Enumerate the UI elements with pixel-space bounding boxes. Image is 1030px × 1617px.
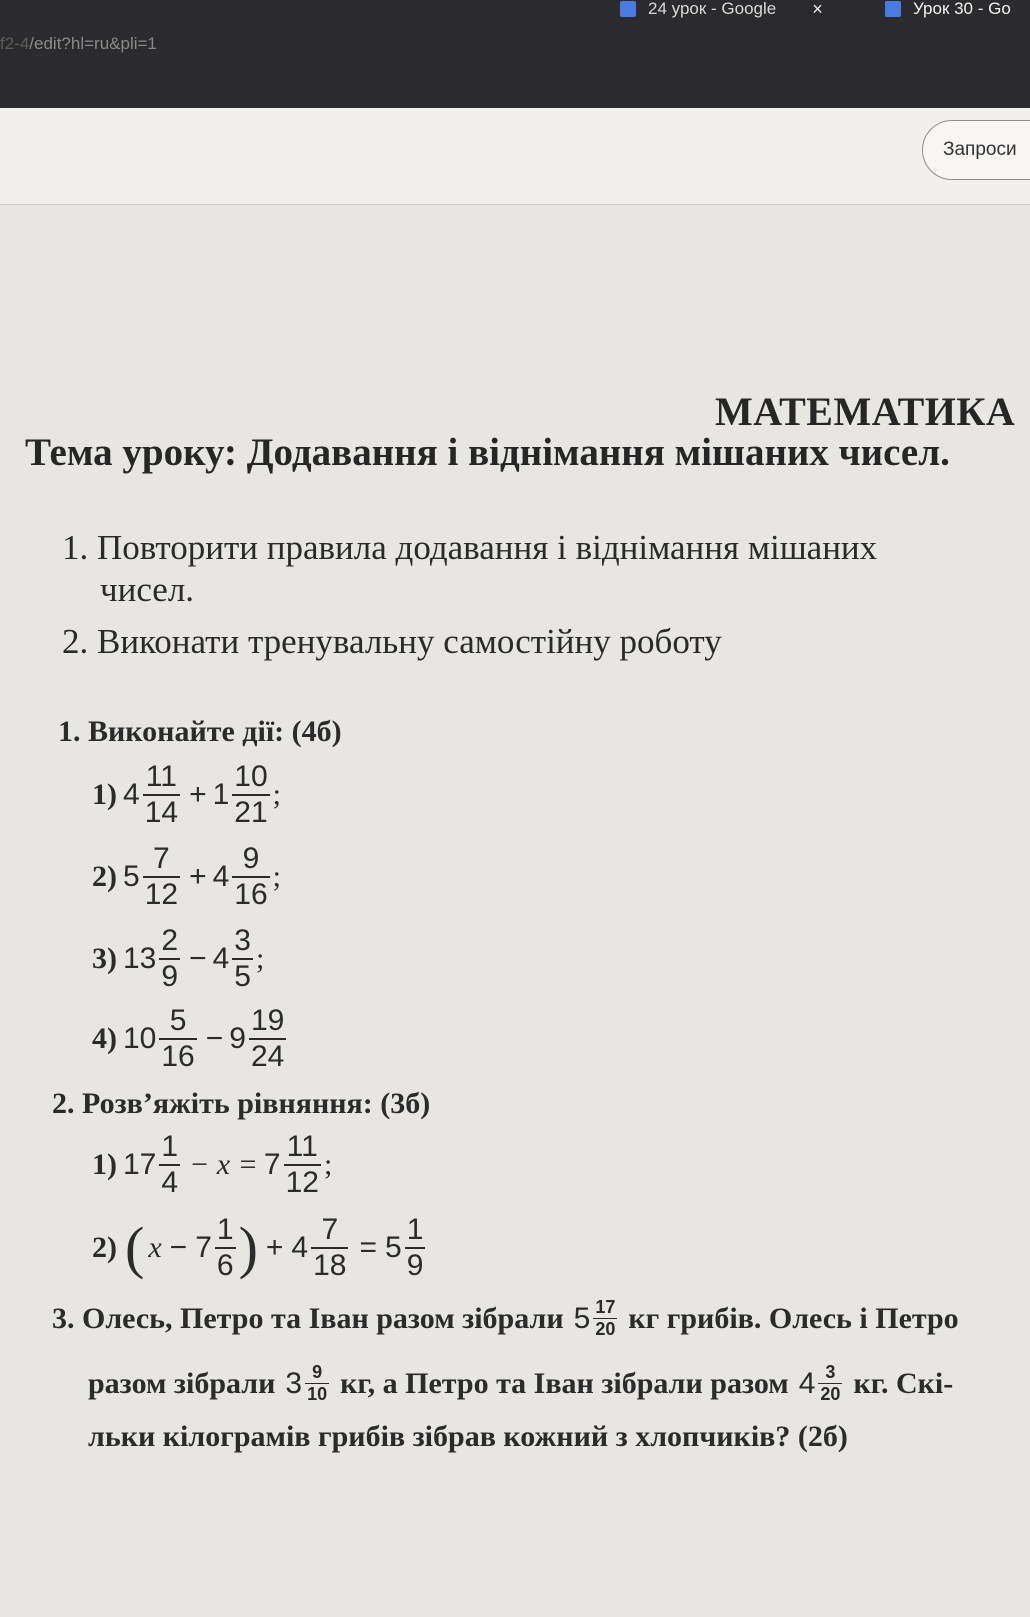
- address-bar[interactable]: [0, 34, 157, 54]
- denominator: 16: [161, 1040, 195, 1073]
- operator: +: [189, 860, 207, 893]
- exercise-1-item: [92, 760, 281, 830]
- equation-middle: − x =: [189, 1148, 258, 1181]
- numerator: 17: [595, 1297, 616, 1317]
- denominator: 12: [285, 1166, 319, 1199]
- numerator: 3: [234, 924, 251, 957]
- item-label: 2): [92, 860, 117, 893]
- numerator: 7: [321, 1213, 339, 1246]
- url-prefix: f2-4: [0, 34, 30, 53]
- punctuation: ;: [255, 942, 265, 975]
- numerator: 3: [825, 1362, 836, 1382]
- whole-part: 9: [229, 1022, 246, 1055]
- fraction: [215, 1213, 236, 1283]
- text-span: кг. Скі-: [853, 1366, 954, 1400]
- lesson-topic: Тема уроку: Додавання і віднімання мішаних чисел.: [25, 431, 950, 474]
- text-span: 3. Олесь, Петро та Іван разом зібрали: [52, 1301, 564, 1335]
- tab-title: 24 урок - Google: [648, 0, 777, 18]
- operator: −: [169, 1231, 188, 1264]
- task-1-line-cont: чисел.: [100, 570, 195, 609]
- item-label: 3): [92, 942, 117, 975]
- numerator: 2: [161, 924, 179, 957]
- fraction: [143, 760, 180, 830]
- denominator: 12: [144, 878, 179, 911]
- denominator: 18: [313, 1249, 347, 1282]
- request-access-button[interactable]: Запроси: [922, 120, 1030, 180]
- whole-part: 13: [123, 942, 157, 975]
- numerator: 11: [145, 760, 177, 793]
- fraction: [593, 1297, 617, 1340]
- numerator: 9: [312, 1362, 323, 1382]
- exercise-3-line-1: [52, 1297, 959, 1340]
- denominator: 14: [144, 796, 179, 829]
- fraction: [818, 1362, 842, 1405]
- fraction: [305, 1362, 329, 1405]
- text-span: разом зібрали: [88, 1366, 276, 1400]
- close-paren: ): [238, 1215, 258, 1280]
- item-label: 1): [92, 778, 117, 811]
- task-2-line: 2. Виконати тренувальну самостійну роботу: [62, 622, 722, 661]
- exercise-1-item: [92, 1004, 289, 1074]
- item-label: 4): [92, 1022, 117, 1055]
- numerator: 5: [169, 1004, 187, 1037]
- docs-icon: [885, 1, 901, 17]
- punctuation: ;: [323, 1148, 333, 1181]
- equation-2: [92, 1213, 428, 1283]
- close-icon[interactable]: ×: [812, 0, 823, 19]
- denominator: 20: [595, 1319, 616, 1339]
- numerator: 10: [234, 760, 268, 793]
- whole-part: 10: [123, 1022, 157, 1055]
- numerator: 11: [286, 1130, 318, 1163]
- equation-1: [92, 1130, 332, 1200]
- fraction: [232, 924, 253, 994]
- denominator: 6: [216, 1249, 234, 1282]
- whole-part: 5: [385, 1231, 402, 1264]
- denominator: 9: [406, 1249, 424, 1282]
- whole-part: 17: [123, 1148, 157, 1181]
- exercise-3-line-3: [88, 1420, 848, 1454]
- denominator: 9: [161, 960, 179, 993]
- whole-part: 3: [285, 1366, 303, 1400]
- exercise-1-item: [92, 924, 264, 994]
- denominator: 24: [250, 1040, 285, 1073]
- fraction: [159, 1004, 196, 1074]
- operator: −: [205, 1022, 224, 1055]
- docs-icon: [620, 1, 636, 17]
- variable-x: x: [148, 1231, 162, 1264]
- browser-top-bar: [0, 0, 1030, 108]
- numerator: 19: [250, 1004, 285, 1037]
- fraction: [143, 842, 180, 912]
- exercise-3-line-2: [88, 1362, 953, 1405]
- denominator: 20: [820, 1384, 841, 1404]
- whole-part: 7: [263, 1148, 281, 1181]
- punctuation: ;: [272, 860, 281, 893]
- whole-part: 4: [212, 860, 230, 893]
- numerator: 1: [406, 1213, 424, 1246]
- numerator: 9: [242, 842, 260, 875]
- denominator: 16: [234, 878, 268, 911]
- tab-title: Урок 30 - Go: [913, 0, 1011, 18]
- exercise-1-item: [92, 842, 281, 912]
- denominator: 21: [234, 796, 268, 829]
- denominator: 4: [161, 1166, 179, 1199]
- text-span: кг грибів. Олесь і Петро: [628, 1301, 959, 1335]
- fraction: [249, 1004, 286, 1074]
- whole-part: 5: [573, 1301, 591, 1335]
- text-span: кг, а Петро та Іван зібрали разом: [340, 1366, 789, 1400]
- punctuation: ;: [272, 778, 281, 811]
- fraction: [232, 842, 269, 912]
- text-span: льки кілограмів грибів зібрав кожний з хлопчиків? (2б): [88, 1420, 848, 1453]
- equals-sign: =: [359, 1231, 378, 1264]
- open-paren: (: [125, 1215, 145, 1280]
- whole-part: 4: [798, 1366, 816, 1400]
- whole-part: 7: [195, 1231, 212, 1264]
- whole-part: 1: [212, 778, 230, 811]
- item-label: 2): [92, 1231, 117, 1264]
- fraction: [232, 760, 269, 830]
- fraction: [284, 1130, 321, 1200]
- operator: −: [189, 942, 207, 975]
- subject-title: МАТЕМАТИКА: [715, 389, 1016, 434]
- exercise-2-heading: 2. Розв’яжіть рівняння: (3б): [52, 1087, 431, 1120]
- denominator: 5: [234, 960, 251, 993]
- fraction: [311, 1213, 348, 1283]
- numerator: 1: [216, 1213, 234, 1246]
- browser-tab-urok-30[interactable]: [885, 0, 1011, 20]
- numerator: 1: [161, 1130, 179, 1163]
- whole-part: 4: [123, 778, 140, 811]
- operator: +: [265, 1231, 284, 1264]
- whole-part: 4: [212, 942, 230, 975]
- whole-part: 4: [291, 1231, 309, 1264]
- docs-toolbar: [0, 108, 1030, 205]
- task-1-line: 1. Повторити правила додавання і віднімання мішаних: [62, 528, 878, 567]
- browser-tab-24-urok[interactable]: [620, 0, 823, 20]
- numerator: 7: [153, 842, 170, 875]
- whole-part: 5: [123, 860, 140, 893]
- fraction: [405, 1213, 426, 1283]
- fraction: [159, 1130, 180, 1200]
- item-label: 1): [92, 1148, 117, 1181]
- url-text: /edit?hl=ru&pli=1: [29, 34, 157, 53]
- fraction: [159, 924, 180, 994]
- exercise-1-heading: 1. Виконайте дії: (4б): [58, 715, 342, 748]
- denominator: 10: [307, 1384, 328, 1404]
- operator: +: [189, 778, 207, 811]
